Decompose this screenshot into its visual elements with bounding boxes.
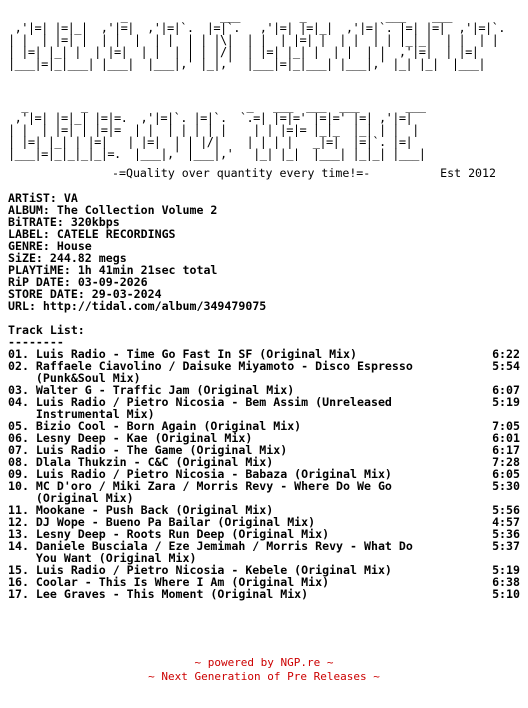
track-row xyxy=(8,480,520,504)
info-row: ARTiST: VA xyxy=(8,191,78,205)
track-duration: 5:54 xyxy=(492,359,520,373)
track-duration: 6:01 xyxy=(492,431,520,445)
info-value: CATELE RECORDINGS xyxy=(56,227,176,241)
track-title: 15. Luis Radio / Pietro Nicosia - Kebele (Original Mix) xyxy=(8,563,392,577)
info-label: SiZE xyxy=(8,251,36,265)
track-duration: 6:22 xyxy=(492,347,520,361)
info-value: 1h 41min 21sec total xyxy=(77,263,218,277)
info-row: URL: http://tidal.com/album/349479075 xyxy=(8,299,267,313)
track-title: 17. Lee Graves - This Moment (Original Mix) xyxy=(8,587,309,601)
info-row: BiTRATE: 320kbps xyxy=(8,215,120,229)
track-duration: 5:10 xyxy=(492,587,520,601)
track-title: 16. Coolar - This Is Where I Am (Original Mix) xyxy=(8,575,330,589)
info-value: 03-09-2026 xyxy=(77,275,148,289)
info-value: The Collection Volume 2 xyxy=(56,203,218,217)
tracklist-header xyxy=(8,324,85,348)
info-label: RiP DATE xyxy=(8,275,64,289)
info-value: 244.82 megs xyxy=(49,251,127,265)
tracklist xyxy=(8,348,520,600)
track-title: 07. Luis Radio - The Game (Original Mix) xyxy=(8,443,288,457)
info-value: http://tidal.com/album/349479075 xyxy=(42,299,267,313)
footer-tagline: ~ Next Generation of Pre Releases ~ xyxy=(148,670,380,683)
info-row: PLAYTiME: 1h 41min 21sec total xyxy=(8,263,218,277)
info-label: LABEL xyxy=(8,227,43,241)
info-value: 320kbps xyxy=(70,215,120,229)
track-title: 10. MC D'oro / Miki Zara / Morris Revy - Where Do We Go (Original Mix) xyxy=(8,479,392,505)
info-row: GENRE: House xyxy=(8,239,92,253)
track-title: 14. Daniele Busciala / Eze Jemimah / Morris Revy - What Do You Want (Original Mix) xyxy=(8,539,413,565)
ascii-logo-line-2: _ _ _ ___ ___ ___ ___ ,'|=| |=|_| |=|=. ,'|=|`. |=|`. `.=| |=|=' |=|=' |=| ,'|=| | | | |=| | |=|= | | | | | | | | | |=|= |_|_ |_| | | | | |=| |_| | |=| | |=| | | |/| | | | | _|=| |=|`. |=| |___|=|_|_|_|_|=. |___|,' |___|,' |_| |_| |___| |_|_| |___| xyxy=(8,99,426,161)
tracklist-heading: Track List: xyxy=(8,323,85,337)
track-title: 02. Raffaele Ciavolino / Daisuke Miyamoto - Disco Espresso (Punk&Soul Mix) xyxy=(8,359,413,385)
track-title: 06. Lesny Deep - Kae (Original Mix) xyxy=(8,431,253,445)
track-duration: 4:57 xyxy=(492,515,520,529)
track-row xyxy=(8,396,520,420)
track-duration: 5:19 xyxy=(492,563,520,577)
track-duration: 6:05 xyxy=(492,467,520,481)
track-duration: 7:05 xyxy=(492,419,520,433)
info-label: BiTRATE xyxy=(8,215,57,229)
info-value: 29-03-2024 xyxy=(91,287,162,301)
info-row: RiP DATE: 03-09-2026 xyxy=(8,275,148,289)
track-title: 13. Lesny Deep - Roots Run Deep (Original Mix) xyxy=(8,527,330,541)
track-title: 05. Bizio Cool - Born Again (Original Mix) xyxy=(8,419,302,433)
info-value: House xyxy=(56,239,92,253)
tagline: -=Quality over quantity every time!=- xyxy=(112,166,371,180)
info-label: ARTiST xyxy=(8,191,50,205)
track-duration: 5:37 xyxy=(492,539,520,553)
track-title: 01. Luis Radio - Time Go Fast In SF (Original Mix) xyxy=(8,347,358,361)
info-row: SiZE: 244.82 megs xyxy=(8,251,127,265)
info-label: STORE DATE xyxy=(8,287,78,301)
footer-powered-by: ~ powered by NGP.re ~ xyxy=(194,656,334,669)
track-duration: 6:07 xyxy=(492,383,520,397)
track-title: 03. Walter G - Traffic Jam (Original Mix) xyxy=(8,383,295,397)
tracklist-rule: -------- xyxy=(8,335,64,349)
info-row: ALBUM: The Collection Volume 2 xyxy=(8,203,218,217)
track-duration: 5:36 xyxy=(492,527,520,541)
info-label: URL xyxy=(8,299,29,313)
ascii-logo-line-1: _ ___ _ ___ ___ ,'|=| |=|_| ,'|=| ,'|=|`. |=|`. ,'|=| |=|_| ,'|=|`. |=| |=| ,'|=|`. | | | |=| | | | | | | | | |\| | | | |=| | | | | | |_|_| | | | | | |=| |_| | | |=| | | | | | |/| | |=| |_| | | | | | ,'|=| | |=| |___|=|_|___| |___| |___|,' |_|,' |___|=|_|___| |___|,' |_| |_| |___| xyxy=(8,9,505,71)
established-year: Est 2012 xyxy=(440,166,496,180)
info-value: VA xyxy=(63,191,78,205)
track-title: 04. Luis Radio / Pietro Nicosia - Bem Assim (Unreleased Instrumental Mix) xyxy=(8,395,392,421)
track-title: 12. DJ Wope - Bueno Pa Bailar (Original Mix) xyxy=(8,515,316,529)
info-label: ALBUM xyxy=(8,203,43,217)
track-duration: 6:17 xyxy=(492,443,520,457)
info-row: STORE DATE: 29-03-2024 xyxy=(8,287,162,301)
track-title: 11. Mookane - Push Back (Original Mix) xyxy=(8,503,274,517)
track-row xyxy=(8,540,520,564)
info-row: LABEL: CATELE RECORDINGS xyxy=(8,227,176,241)
track-row xyxy=(8,588,520,600)
track-duration: 6:38 xyxy=(492,575,520,589)
track-title: 09. Luis Radio / Pietro Nicosia - Babaza (Original Mix) xyxy=(8,467,392,481)
info-label: PLAYTiME xyxy=(8,263,64,277)
track-duration: 5:19 xyxy=(492,395,520,409)
track-title: 08. Dlala Thukzin - C&C (Original Mix) xyxy=(8,455,274,469)
track-row xyxy=(8,360,520,384)
track-duration: 5:56 xyxy=(492,503,520,517)
release-info xyxy=(8,192,266,312)
track-duration: 5:30 xyxy=(492,479,520,493)
footer xyxy=(0,656,528,684)
info-label: GENRE xyxy=(8,239,43,253)
track-duration: 7:28 xyxy=(492,455,520,469)
